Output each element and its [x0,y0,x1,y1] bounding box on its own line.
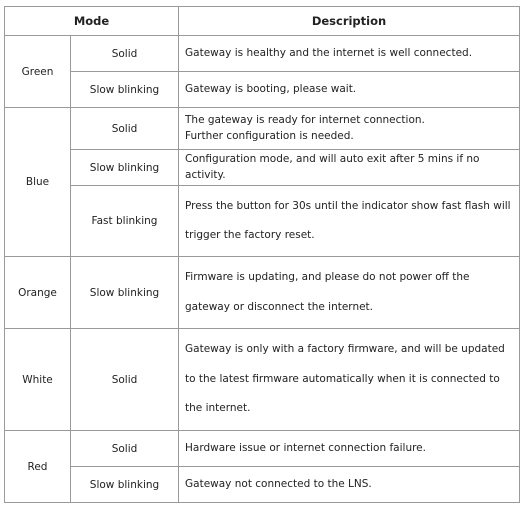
table-row [5,108,520,150]
state-cell: Solid [71,431,179,467]
description-cell [179,186,520,257]
description-line: Gateway is only with a factory firmware, and will be updated [185,343,505,356]
description-line: Further configuration is needed. [185,129,354,142]
color-green: Green [5,36,71,108]
state-cell: Slow blinking [71,467,179,503]
table-row [5,186,520,257]
table-row [5,431,520,467]
header-row [5,7,520,36]
table-row [5,72,520,108]
color-white: White [5,329,71,431]
table-row [5,329,520,431]
color-orange: Orange [5,257,71,329]
description-line: trigger the factory reset. [185,229,315,241]
table-row [5,257,520,329]
state-cell: Slow blinking [71,72,179,108]
state-cell: Fast blinking [71,186,179,257]
description-cell [179,431,520,467]
color-red: Red [5,431,71,503]
description-line: Gateway is booting, please wait. [185,82,357,95]
header-mode: Mode [5,7,179,36]
state-cell: Solid [71,108,179,150]
state-cell: Slow blinking [71,150,179,186]
description-line: Press the button for 30s until the indicator show fast flash will [185,199,511,212]
table-row [5,150,520,186]
color-blue: Blue [5,108,71,257]
description-line: Gateway is healthy and the internet is well connected. [185,46,473,59]
description-cell [179,108,520,150]
table-row [5,467,520,503]
state-cell: Solid [71,36,179,72]
description-line: Gateway not connected to the LNS. [185,477,372,490]
table-row [5,36,520,72]
description-line: The gateway is ready for internet connection. [185,113,425,126]
description-line: to the latest firmware automatically when it is connected to [185,372,500,385]
description-line: Firmware is updating, and please do not power off the [185,271,470,284]
led-indicator-table [4,6,520,503]
description-cell [179,467,520,503]
description-line: gateway or disconnect the internet. [185,300,374,313]
description-cell [179,257,520,329]
description-cell [179,150,520,186]
description-line: Configuration mode, and will auto exit after 5 mins if no activity. [185,152,480,181]
header-description: Description [179,7,520,36]
description-cell [179,36,520,72]
description-cell [179,72,520,108]
state-cell: Slow blinking [71,257,179,329]
description-line: Hardware issue or internet connection failure. [185,441,426,454]
state-cell: Solid [71,329,179,431]
description-line: the internet. [185,402,251,415]
description-cell [179,329,520,431]
